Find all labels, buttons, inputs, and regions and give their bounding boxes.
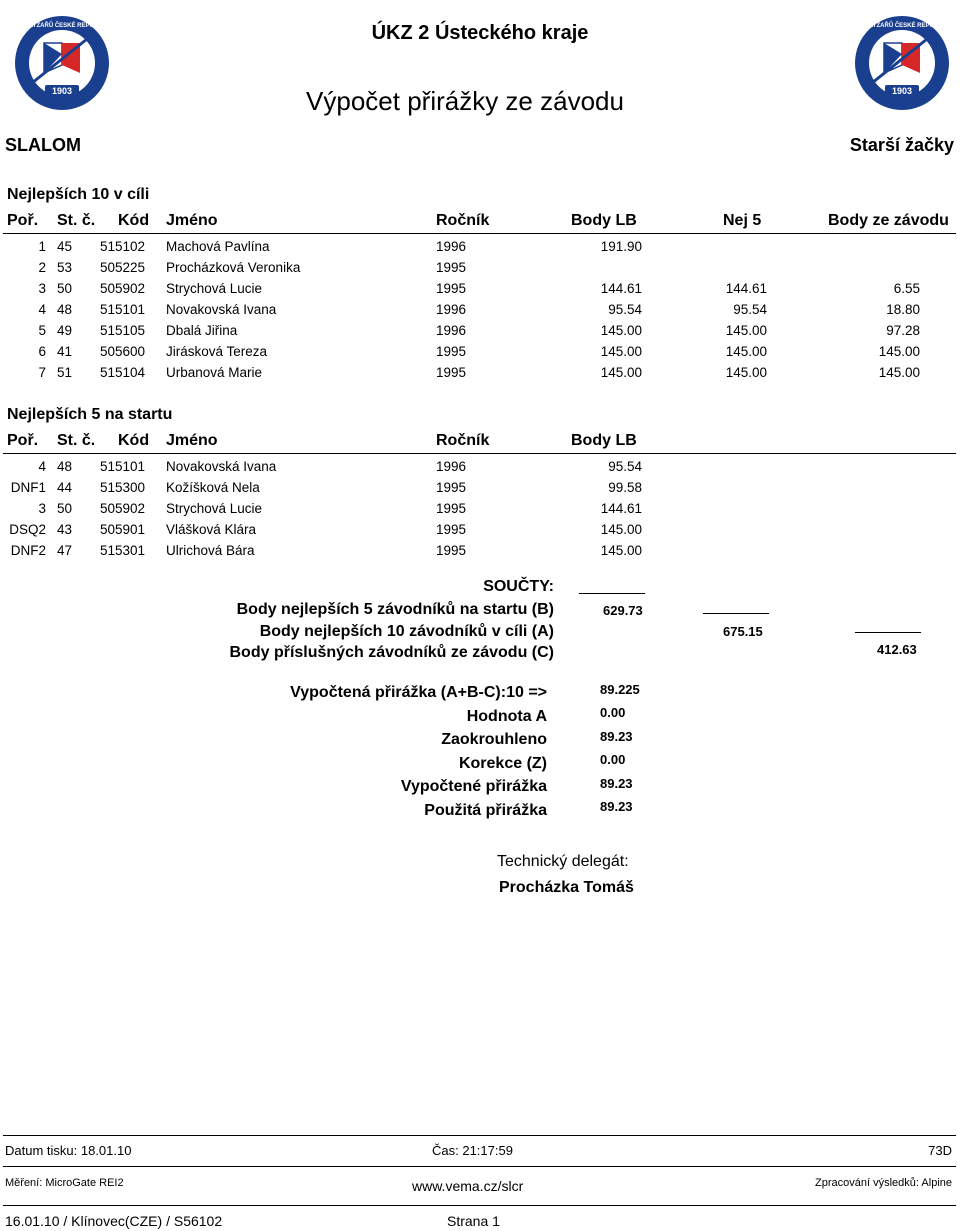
col-header-st: St. č. <box>57 212 96 229</box>
cell-st: 50 <box>57 281 73 296</box>
sum-underline-a <box>703 613 769 614</box>
cell-por: DNF1 <box>10 480 46 495</box>
cell-kod: 505600 <box>100 344 146 359</box>
start-section-title: Nejlepších 5 na startu <box>7 406 173 423</box>
cell-kod: 505225 <box>100 260 146 275</box>
sum-underline-b <box>579 593 645 594</box>
sum-c-value: 412.63 <box>877 642 917 657</box>
cell-jmeno: Dbalá Jiřina <box>166 323 238 338</box>
calc-value: 0.00 <box>600 705 626 720</box>
category: Starší žačky <box>849 135 954 155</box>
cell-body: 144.61 <box>600 281 642 296</box>
col-header-st: St. č. <box>57 432 96 449</box>
logo-arc-text: SVAZ LYŽAŘŮ ČESKÉ REPUBLIKY <box>852 23 952 29</box>
start-header-rule <box>3 453 956 454</box>
report-title: Výpočet přirážky ze závodu <box>306 86 624 116</box>
logo-arc-text: SVAZ LYŽAŘŮ ČESKÉ REPUBLIKY <box>12 23 112 29</box>
col-header-por: Poř. <box>7 212 39 229</box>
cell-jmeno: Ulrichová Bára <box>166 543 255 558</box>
cell-body: 145.00 <box>600 344 642 359</box>
logo-year: 1903 <box>891 86 913 96</box>
sum-b-label: Body nejlepších 5 závodníků na startu (B) <box>236 601 554 618</box>
cell-body: 191.90 <box>600 239 642 254</box>
cell-rocnik: 1995 <box>436 365 467 380</box>
cell-body: 145.00 <box>600 522 642 537</box>
cell-jmeno: Jirásková Tereza <box>166 344 268 359</box>
sums-title: SOUČTY: <box>483 578 554 595</box>
cell-rocnik: 1995 <box>436 281 467 296</box>
cell-por: 2 <box>38 260 46 275</box>
cell-bodyz: 18.80 <box>886 302 920 317</box>
col-header-bodyz: Body ze závodu <box>828 212 949 229</box>
discipline: SLALOM <box>5 135 81 155</box>
cell-st: 50 <box>57 501 73 516</box>
print-date: Datum tisku: 18.01.10 <box>5 1143 132 1158</box>
finish-header-rule <box>3 233 956 234</box>
cell-kod: 515102 <box>100 239 146 254</box>
cell-por: 3 <box>38 281 46 296</box>
cell-por: 4 <box>38 459 46 474</box>
cell-bodyz: 6.55 <box>893 281 920 296</box>
cell-nej5: 145.00 <box>725 365 767 380</box>
cell-bodyz: 97.28 <box>886 323 920 338</box>
cell-st: 47 <box>57 543 73 558</box>
cell-por: 7 <box>38 365 46 380</box>
cell-jmeno: Kožíšková Nela <box>166 480 260 495</box>
cell-jmeno: Novakovská Ivana <box>166 302 277 317</box>
cell-por: 5 <box>38 323 46 338</box>
calc-value: 89.23 <box>600 729 633 744</box>
cell-body: 95.54 <box>608 302 642 317</box>
calc-label: Hodnota A <box>466 708 547 725</box>
calc-value: 0.00 <box>600 752 626 767</box>
cell-jmeno: Procházková Veronika <box>166 260 301 275</box>
calc-value: 89.225 <box>600 682 640 697</box>
cell-body: 144.61 <box>600 501 642 516</box>
cell-bodyz: 145.00 <box>878 344 920 359</box>
col-header-nej5: Nej 5 <box>723 212 762 229</box>
col-header-jmeno: Jméno <box>166 212 218 229</box>
page-number: Strana 1 <box>447 1213 500 1229</box>
cell-st: 53 <box>57 260 73 275</box>
calc-label: Korekce (Z) <box>458 755 547 772</box>
col-header-body: Body LB <box>571 432 637 449</box>
cell-jmeno: Vlášková Klára <box>166 522 257 537</box>
cell-rocnik: 1996 <box>436 302 467 317</box>
finish-section-title: Nejlepších 10 v cíli <box>7 186 150 203</box>
cell-st: 45 <box>57 239 73 254</box>
cell-kod: 515104 <box>100 365 146 380</box>
cell-jmeno: Urbanová Marie <box>166 365 263 380</box>
cell-rocnik: 1995 <box>436 260 467 275</box>
delegate-label: Technický delegát: <box>497 853 629 870</box>
calc-value: 89.23 <box>600 799 633 814</box>
cell-body: 145.00 <box>600 323 642 338</box>
sum-c-label: Body příslušných závodníků ze závodu (C) <box>229 644 554 661</box>
calc-label: Použitá přirážka <box>424 802 547 819</box>
footer-rule-top <box>3 1135 956 1136</box>
cell-por: DSQ2 <box>9 522 46 537</box>
cell-jmeno: Novakovská Ivana <box>166 459 277 474</box>
cell-kod: 515105 <box>100 323 146 338</box>
cell-st: 43 <box>57 522 73 537</box>
cell-kod: 505901 <box>100 522 146 537</box>
cell-st: 49 <box>57 323 73 338</box>
race-info: 16.01.10 / Klínovec(CZE) / S56102 <box>5 1213 223 1229</box>
calc-value: 89.23 <box>600 776 633 791</box>
cell-jmeno: Strychová Lucie <box>166 281 263 296</box>
cell-kod: 515101 <box>100 302 146 317</box>
cell-nej5: 145.00 <box>725 344 767 359</box>
cell-por: 3 <box>38 501 46 516</box>
race-title: ÚKZ 2 Ústeckého kraje <box>371 22 589 44</box>
cell-body: 95.54 <box>608 459 642 474</box>
cell-rocnik: 1995 <box>436 480 467 495</box>
cell-por: 6 <box>38 344 46 359</box>
cell-body: 99.58 <box>608 480 642 495</box>
cell-st: 51 <box>57 365 73 380</box>
cell-st: 48 <box>57 302 73 317</box>
logo-year: 1903 <box>51 86 73 96</box>
cell-por: 4 <box>38 302 46 317</box>
col-header-por: Poř. <box>7 432 39 449</box>
footer-rule-mid <box>3 1166 956 1167</box>
cell-nej5: 145.00 <box>725 323 767 338</box>
print-time: Čas: 21:17:59 <box>432 1143 513 1158</box>
cell-kod: 515101 <box>100 459 146 474</box>
footer-rule-bottom <box>3 1205 956 1206</box>
calc-label: Vypočtená přirážka (A+B-C):10 => <box>290 684 547 701</box>
sum-b-value: 629.73 <box>603 603 643 618</box>
cell-kod: 505902 <box>100 501 146 516</box>
cell-jmeno: Strychová Lucie <box>166 501 263 516</box>
web-link[interactable]: www.vema.cz/slcr <box>412 1178 524 1194</box>
cell-body: 145.00 <box>600 365 642 380</box>
cell-rocnik: 1996 <box>436 459 467 474</box>
calc-label: Vypočtené přirážka <box>400 778 547 795</box>
cell-rocnik: 1996 <box>436 323 467 338</box>
col-header-jmeno: Jméno <box>166 432 218 449</box>
cell-bodyz: 145.00 <box>878 365 920 380</box>
cell-kod: 505902 <box>100 281 146 296</box>
processing-info: Zpracování výsledků: Alpine <box>815 1177 952 1189</box>
cell-body: 145.00 <box>600 543 642 558</box>
cell-st: 41 <box>57 344 73 359</box>
sum-a-label: Body nejlepších 10 závodníků v cíli (A) <box>259 623 554 640</box>
sum-underline-c <box>855 632 921 633</box>
sum-a-value: 675.15 <box>723 624 763 639</box>
report-code: 73D <box>928 1143 952 1158</box>
cell-rocnik: 1995 <box>436 501 467 516</box>
cell-jmeno: Machová Pavlína <box>166 239 270 254</box>
cell-por: 1 <box>38 239 46 254</box>
col-header-kod: Kód <box>118 432 150 449</box>
cell-rocnik: 1995 <box>436 543 467 558</box>
timing-info: Měření: MicroGate REI2 <box>5 1177 124 1189</box>
col-header-rocnik: Ročník <box>436 432 490 449</box>
cell-nej5: 144.61 <box>725 281 767 296</box>
calc-label: Zaokrouhleno <box>441 731 547 748</box>
cell-kod: 515300 <box>100 480 146 495</box>
cell-rocnik: 1995 <box>436 344 467 359</box>
cell-por: DNF2 <box>10 543 46 558</box>
cell-st: 44 <box>57 480 73 495</box>
col-header-rocnik: Ročník <box>436 212 490 229</box>
cell-kod: 515301 <box>100 543 146 558</box>
col-header-kod: Kód <box>118 212 150 229</box>
cell-rocnik: 1995 <box>436 522 467 537</box>
cell-nej5: 95.54 <box>733 302 767 317</box>
delegate-name: Procházka Tomáš <box>499 879 634 896</box>
cell-st: 48 <box>57 459 73 474</box>
cell-rocnik: 1996 <box>436 239 467 254</box>
col-header-body: Body LB <box>571 212 637 229</box>
